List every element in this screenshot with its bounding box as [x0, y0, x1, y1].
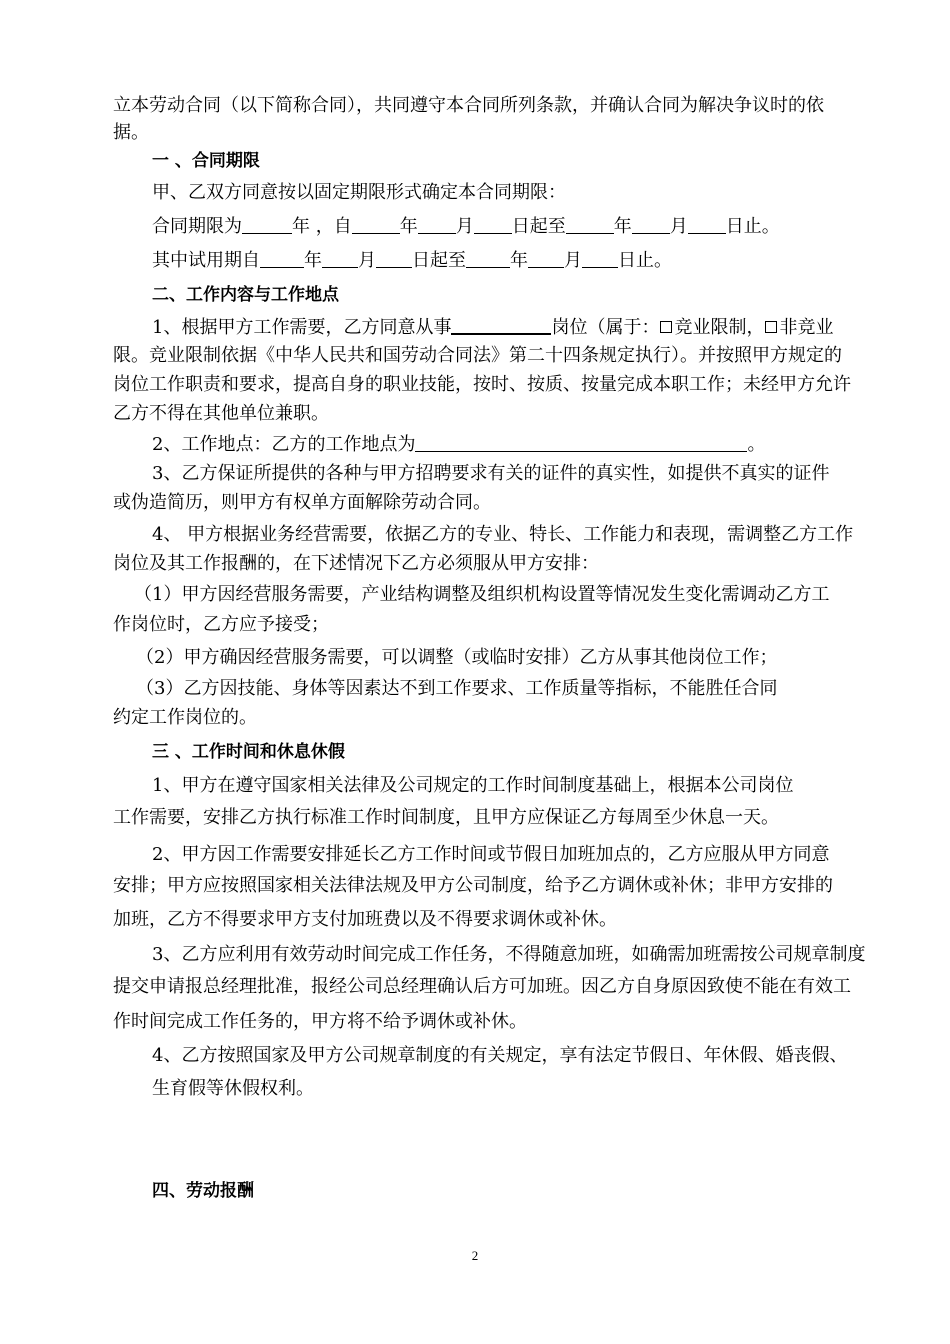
section-heading-hours: 三 、工作时间和休息休假 — [152, 742, 345, 762]
paragraph-line: 立本劳动合同（以下简称合同），共同遵守本合同所列条款，并确认合同为解决争议时的依 — [113, 95, 824, 116]
paragraph-line: 安排；甲方应按照国家相关法律法规及甲方公司制度，给予乙方调休或补休；非甲方安排的 — [113, 875, 833, 896]
work-location-label: 2、工作地点：乙方的工作地点为 — [152, 434, 416, 455]
trial-text: 月 — [564, 250, 582, 271]
term-label: 合同期限为 — [152, 216, 242, 237]
paragraph-line: 岗位工作职责和要求，提高自身的职业技能，按时、按质、按量完成本职工作；未经甲方允许 — [113, 374, 851, 395]
no-non-compete-checkbox[interactable] — [765, 321, 777, 333]
paragraph-line: 生育假等休假权利。 — [152, 1078, 314, 1099]
trial-text: 年 — [510, 250, 528, 271]
term-text: 月 — [669, 216, 688, 237]
end-month-blank[interactable] — [632, 215, 670, 234]
trial-end-day-blank[interactable] — [582, 249, 618, 268]
trial-end-year-blank[interactable] — [466, 249, 510, 268]
work-location-text: 。 — [747, 434, 766, 455]
trial-end-month-blank[interactable] — [528, 249, 564, 268]
trial-label: 其中试用期自 — [152, 250, 260, 271]
section-heading-remuneration: 四、劳动报酬 — [152, 1181, 254, 1201]
start-day-blank[interactable] — [474, 215, 512, 234]
paragraph-line: 提交申请报总经理批准，报经公司总经理确认后方可加班。因乙方自身原因致使不能在有效工 — [113, 976, 851, 997]
trial-start-day-blank[interactable] — [376, 249, 412, 268]
position-blank[interactable] — [451, 315, 551, 335]
paragraph-line: 工作需要，安排乙方执行标准工作时间制度，且甲方应保证乙方每周至少休息一天。 — [113, 807, 779, 828]
trial-start-year-blank[interactable] — [260, 249, 304, 268]
position-text: 岗位（属于： — [551, 317, 660, 338]
non-compete-label: 竞业限制， — [674, 317, 765, 338]
paragraph-line: 3、乙方保证所提供的各种与甲方招聘要求有关的证件的真实性，如提供不真实的证件 — [152, 463, 830, 484]
paragraph-line: 约定工作岗位的。 — [113, 707, 257, 728]
term-text: 年 ，自 — [292, 216, 352, 237]
paragraph-line: 甲、乙双方同意按以固定期限形式确定本合同期限： — [152, 182, 566, 203]
contract-term-line — [152, 215, 780, 239]
trial-start-month-blank[interactable] — [322, 249, 358, 268]
work-location-blank[interactable] — [415, 433, 747, 452]
term-text: 日起至 — [511, 216, 566, 237]
paragraph-line: （1）甲方因经营服务需要，产业结构调整及组织机构设置等情况发生变化需调动乙方工 — [134, 584, 830, 605]
trial-text: 年 — [304, 250, 322, 271]
term-text: 年 — [399, 216, 418, 237]
page-number: 2 — [471, 1248, 479, 1263]
trial-period-line — [152, 249, 672, 273]
paragraph-line: 4、乙方按照国家及甲方公司规章制度的有关规定，享有法定节假日、年休假、婚丧假、 — [152, 1045, 848, 1066]
end-day-blank[interactable] — [688, 215, 726, 234]
paragraph-line: 或伪造简历，则甲方有权单方面解除劳动合同。 — [113, 492, 491, 513]
paragraph-line: 据。 — [113, 122, 149, 143]
paragraph-line: （3）乙方因技能、身体等因素达不到工作要求、工作质量等指标，不能胜任合同 — [136, 678, 778, 699]
section-heading-term: 一 、合同期限 — [152, 151, 260, 171]
paragraph-line: 岗位及其工作报酬的，在下述情况下乙方必须服从甲方安排： — [113, 553, 599, 574]
term-years-blank[interactable] — [242, 215, 292, 234]
paragraph-line: 加班，乙方不得要求甲方支付加班费以及不得要求调休或补休。 — [113, 909, 617, 930]
start-year-blank[interactable] — [352, 215, 400, 234]
section-heading-work: 二、工作内容与工作地点 — [152, 285, 339, 305]
paragraph-line: 3、乙方应利用有效劳动时间完成工作任务，不得随意加班，如确需加班需按公司规章制度 — [152, 944, 866, 965]
term-text: 月 — [455, 216, 474, 237]
end-year-blank[interactable] — [566, 215, 614, 234]
start-month-blank[interactable] — [418, 215, 456, 234]
non-compete-checkbox[interactable] — [660, 321, 672, 333]
paragraph-line: 4、 甲方根据业务经营需要，依据乙方的专业、特长、工作能力和表现，需调整乙方工作 — [152, 524, 854, 545]
paragraph-line: 作岗位时，乙方应予接受； — [113, 614, 329, 635]
paragraph-line: 限。竞业限制依据《中华人民共和国劳动合同法》第二十四条规定执行）。并按照甲方规定的 — [113, 345, 842, 366]
paragraph-line: 1、甲方在遵守国家相关法律及公司规定的工作时间制度基础上，根据本公司岗位 — [152, 775, 794, 796]
trial-text: 月 — [358, 250, 376, 271]
position-text: 1、根据甲方工作需要，乙方同意从事 — [152, 317, 452, 338]
position-line — [152, 315, 833, 340]
paragraph-line: （2）甲方确因经营服务需要，可以调整（或临时安排）乙方从事其他岗位工作； — [136, 647, 778, 668]
term-text: 年 — [613, 216, 632, 237]
paragraph-line: 2、甲方因工作需要安排延长乙方工作时间或节假日加班加点的，乙方应服从甲方同意 — [152, 844, 830, 865]
no-non-compete-label: 非竞业 — [779, 317, 834, 338]
trial-text: 日起至 — [412, 250, 466, 271]
paragraph-line: 乙方不得在其他单位兼职。 — [113, 403, 329, 424]
term-text: 日止。 — [725, 216, 780, 237]
paragraph-line: 作时间完成工作任务的，甲方将不给予调休或补休。 — [113, 1011, 527, 1032]
work-location-line — [152, 433, 765, 457]
trial-text: 日止。 — [618, 250, 672, 271]
